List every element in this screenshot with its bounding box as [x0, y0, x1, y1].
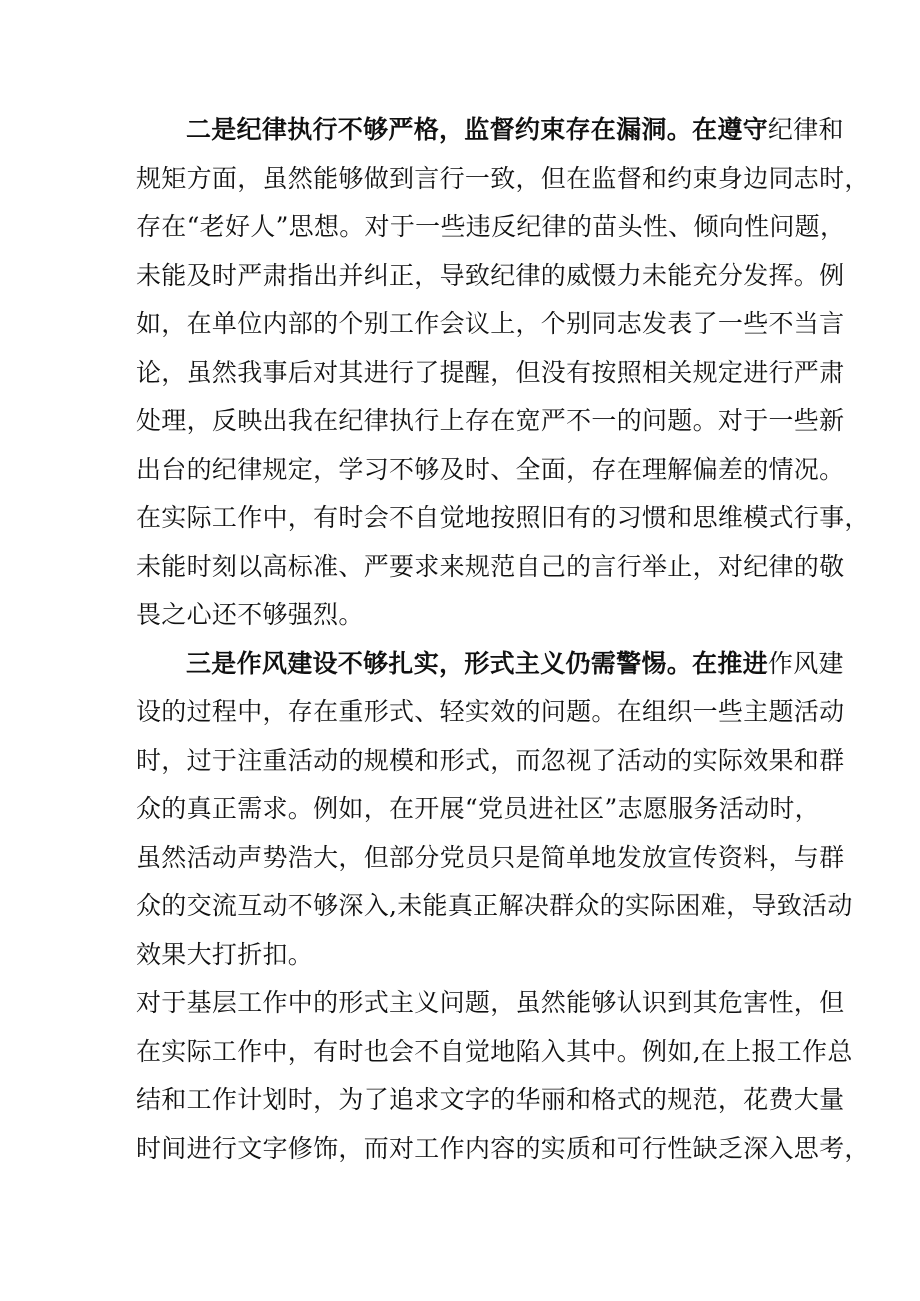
- text-line: 存在“老好人”思想。对于一些违反纪律的苗头性、倾向性问题，: [136, 212, 846, 241]
- text-line: 纪律和: [767, 115, 844, 144]
- text-line: 出台的纪律规定，学习不够及时、全面，存在理解偏差的情况。: [136, 454, 845, 484]
- text-line: 对于基层工作中的形式主义问题，虽然能够认识到其危害性，但: [136, 988, 845, 1017]
- text-line: 时间进行文字修饰，而对工作内容的实质和可行性缺乏深入思考，: [136, 1133, 870, 1163]
- text-line: 结和工作计划时，为了追求文字的华丽和格式的规范，花费大量: [136, 1085, 845, 1114]
- text-line: 未能时刻以高标准、严要求来规范自己的言行举止，对纪律的敬: [136, 551, 845, 581]
- text-line: 虽然活动声势浩大，但部分党员只是简单地发放宣传资料，与群: [136, 842, 845, 872]
- text-line: 规矩方面，虽然能够做到言行一致，但在监督和约束身边同志时，: [136, 163, 870, 193]
- text-line: 未能及时严肃指出并纠正，导致纪律的威慑力未能充分发挥。例: [136, 260, 845, 290]
- text-line: 众的真正需求。例如，在开展“党员进社区”志愿服务活动时，: [136, 794, 820, 823]
- text-line: 如，在单位内部的个别工作会议上，个别同志发表了一些不当言: [136, 309, 845, 338]
- text-line: 效果大打折扣。: [136, 939, 314, 969]
- text-line: 畏之心还不够强烈。: [136, 600, 364, 629]
- text-line: 作风建: [767, 648, 844, 678]
- text-line: 在实际工作中，有时也会不自觉地陷入其中。例如,在上报工作总: [136, 1036, 853, 1066]
- text-line: 众的交流互动不够深入,未能真正解决群众的实际困难，导致活动: [136, 891, 853, 920]
- document-body: [136, 106, 870, 1173]
- text-line: 论，虽然我事后对其进行了提醒，但没有按照相关规定进行严肃: [136, 357, 845, 387]
- text-line: 时，过于注重活动的规模和形式，而忽视了活动的实际效果和群: [136, 745, 845, 775]
- paragraph-lead-workstyle: 在推进: [692, 648, 768, 678]
- text-line: 设的过程中，存在重形式、轻实效的问题。在组织一些主题活动: [136, 697, 845, 726]
- paragraph-lead-discipline: 在遵守: [692, 115, 768, 144]
- paragraph-heading-workstyle: 三是作风建设不够扎实，形式主义仍需警惕。: [186, 648, 693, 678]
- paragraph-workstyle-first-line: [136, 640, 844, 689]
- text-line: 处理，反映出我在纪律执行上存在宽严不一的问题。对于一些新: [136, 406, 845, 435]
- paragraph-heading-discipline: 二是纪律执行不够严格，监督约束存在漏洞。: [186, 115, 693, 144]
- paragraph-discipline-first-line: [136, 106, 844, 155]
- text-line: 在实际工作中，有时会不自觉地按照旧有的习惯和思维模式行事，: [136, 503, 870, 532]
